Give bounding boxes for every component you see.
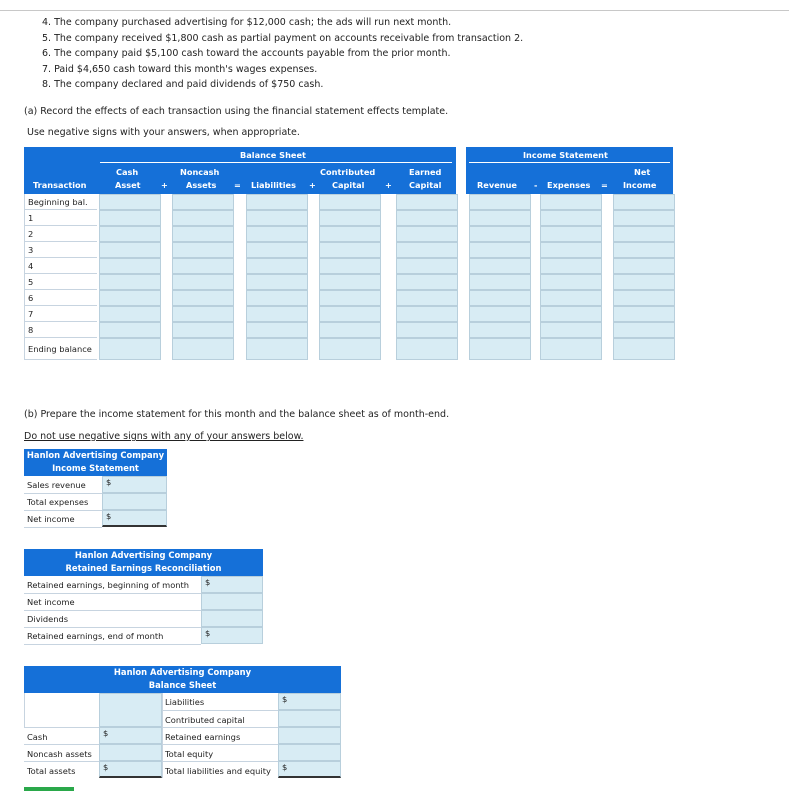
divider [162,710,278,711]
cell-net-income-row-8[interactable] [613,322,675,338]
plus-sign-3: + [385,180,392,190]
bs-noncash-input[interactable] [99,744,162,761]
part-b-note: Do not use negative signs with any of your answers below. [24,431,304,442]
cell-expenses-row-5[interactable] [540,274,602,290]
bs-contributed-label: Contributed capital [165,715,245,725]
cell-noncash-row-6[interactable] [172,290,234,306]
cell-contributed-row-5[interactable] [319,274,381,290]
cell-net-income-row-1[interactable] [613,210,675,226]
cell-revenue-row-1[interactable] [469,210,531,226]
cell-revenue-row-3[interactable] [469,242,531,258]
part-a-title: (a) Record the effects of each transaction using the financial statement effects template. [24,106,449,117]
dollar-sign: $ [106,511,112,521]
cell-liabilities-row-6[interactable] [246,290,308,306]
col-net-line2: Income [623,180,657,190]
divider [162,693,163,778]
bs-total-equity-label: Total equity [165,749,214,759]
transaction-list [42,15,523,93]
cell-cash-row-5[interactable] [99,274,161,290]
col-earned-line1: Earned [409,167,442,177]
dollar-sign: $ [282,762,288,772]
row-transaction-3: 3 [24,242,97,258]
bs-cash-label: Cash [27,732,48,742]
cell-liabilities-row-3[interactable] [246,242,308,258]
minus-sign: - [534,180,538,190]
divider [24,510,102,511]
cell-revenue-row-7[interactable] [469,306,531,322]
cell-revenue-row-6[interactable] [469,290,531,306]
row-transaction-7: 7 [24,306,97,322]
cell-net-income-row-3[interactable] [613,242,675,258]
divider [24,727,99,728]
row-transaction-1: 1 [24,210,97,226]
equals-sign-1: = [234,180,241,190]
transaction-7: 7. Paid $4,650 cash toward this month's wages expenses. [42,63,318,75]
cell-expenses-row-1[interactable] [540,210,602,226]
cell-revenue-row-9[interactable] [469,338,531,360]
bs-retained-label: Retained earnings [165,732,241,742]
dollar-sign: $ [205,628,211,638]
divider [162,744,278,745]
dollar-sign: $ [205,577,211,587]
balance-sheet-title: Balance Sheet [240,150,306,160]
transaction-4: 4. The company purchased advertising for $12,000 cash; the ads will run next month. [42,17,452,28]
bs-statement-title: Balance Sheet [148,680,217,690]
cell-cash-row-2[interactable] [99,226,161,242]
cell-liabilities-row-0[interactable] [246,194,308,210]
cell-expenses-row-6[interactable] [540,290,602,306]
cell-expenses-row-9[interactable] [540,338,602,360]
col-noncash-line2: Assets [186,180,217,190]
divider [162,761,278,762]
cell-expenses-row-2[interactable] [540,226,602,242]
cell-net-income-row-9[interactable] [613,338,675,360]
cell-earned-row-8[interactable] [396,322,458,338]
col-expenses: Expenses [547,180,591,190]
cell-earned-row-1[interactable] [396,210,458,226]
plus-sign-2: + [309,180,316,190]
col-transaction: Transaction [33,180,87,190]
cell-contributed-row-7[interactable] [319,306,381,322]
cell-cash-row-6[interactable] [99,290,161,306]
cell-revenue-row-8[interactable] [469,322,531,338]
plus-sign-1: + [161,180,168,190]
re-title-block [24,549,263,576]
col-noncash-line1: Noncash [180,167,220,177]
divider [24,593,201,594]
cell-revenue-row-2[interactable] [469,226,531,242]
bs-retained-input[interactable] [278,727,341,744]
col-liabilities: Liabilities [251,180,296,190]
is-sales-revenue-input[interactable] [102,476,167,493]
cell-cash-row-8[interactable] [99,322,161,338]
bs-liabilities-label: Liabilities [165,697,205,707]
divider [24,744,99,745]
cell-expenses-row-4[interactable] [540,258,602,274]
bs-total-assets-input[interactable] [99,761,162,778]
cell-net-income-row-5[interactable] [613,274,675,290]
cell-earned-row-7[interactable] [396,306,458,322]
cell-expenses-row-3[interactable] [540,242,602,258]
divider [24,761,99,762]
cell-noncash-row-7[interactable] [172,306,234,322]
cell-revenue-row-5[interactable] [469,274,531,290]
cell-contributed-row-8[interactable] [319,322,381,338]
balance-sheet-header [24,147,456,194]
col-net-line1: Net [634,167,651,177]
col-contributed-line1: Contributed [320,167,376,177]
top-divider [0,10,789,11]
re-beginning-input[interactable] [201,576,263,593]
part-b-title: (b) Prepare the income statement for this month and the balance sheet as of month-end. [24,409,450,420]
cell-expenses-row-7[interactable] [540,306,602,322]
cell-contributed-row-2[interactable] [319,226,381,242]
cell-earned-row-0[interactable] [396,194,458,210]
cell-contributed-row-3[interactable] [319,242,381,258]
re-company-name: Hanlon Advertising Company [74,550,213,560]
cell-revenue-row-0[interactable] [469,194,531,210]
cell-expenses-row-0[interactable] [540,194,602,210]
bs-company-name: Hanlon Advertising Company [113,667,252,677]
is-total-expenses-input[interactable] [102,493,167,510]
cell-cash-row-9[interactable] [99,338,161,360]
bs-total-equity-input[interactable] [278,744,341,761]
cell-expenses-row-8[interactable] [540,322,602,338]
re-net-income-label: Net income [27,597,75,607]
cell-earned-row-4[interactable] [396,258,458,274]
divider [24,610,201,611]
submit-button[interactable] [24,787,74,791]
cell-cash-row-3[interactable] [99,242,161,258]
cell-liabilities-row-9[interactable] [246,338,308,360]
dollar-sign: $ [106,477,112,487]
part-a-note: Use negative signs with your answers, when appropriate. [27,127,300,138]
bs-noncash-label: Noncash assets [27,749,92,759]
col-revenue: Revenue [477,180,517,190]
cell-noncash-row-9[interactable] [172,338,234,360]
cell-noncash-row-3[interactable] [172,242,234,258]
transaction-6: 6. The company paid $5,100 cash toward the accounts payable from the prior month. [42,48,451,59]
col-earned-line2: Capital [409,180,442,190]
row-ending-balance: Ending balance [24,338,97,360]
divider [162,727,278,728]
cell-liabilities-row-4[interactable] [246,258,308,274]
re-statement-title: Retained Earnings Reconciliation [65,563,222,573]
income-statement-header [466,147,673,194]
cell-cash-row-0[interactable] [99,194,161,210]
row-transaction-5: 5 [24,274,97,290]
row-transaction-6: 6 [24,290,97,306]
re-dividends-input[interactable] [201,610,263,627]
col-cash-line2: Asset [115,180,141,190]
cell-earned-row-9[interactable] [396,338,458,360]
is-total-expenses-label: Total expenses [27,497,89,507]
cell-net-income-row-2[interactable] [613,226,675,242]
bs-total-liab-equity-label: Total liabilities and equity [165,766,271,776]
dollar-sign: $ [103,728,109,738]
cell-liabilities-row-2[interactable] [246,226,308,242]
is-statement-title: Income Statement [52,463,139,473]
divider [24,644,201,645]
equals-sign-2: = [601,180,608,190]
re-net-income-input[interactable] [201,593,263,610]
cell-cash-row-4[interactable] [99,258,161,274]
is-net-income-input[interactable] [102,510,167,527]
cell-contributed-row-1[interactable] [319,210,381,226]
income-statement-title-block [24,449,167,476]
cell-revenue-row-4[interactable] [469,258,531,274]
row-transaction-2: 2 [24,226,97,242]
col-cash-line1: Cash [116,167,139,177]
cell-noncash-row-2[interactable] [172,226,234,242]
cell-noncash-row-5[interactable] [172,274,234,290]
row-transaction-8: 8 [24,322,97,338]
cell-contributed-row-0[interactable] [319,194,381,210]
is-company-name: Hanlon Advertising Company [26,450,165,460]
cell-liabilities-row-5[interactable] [246,274,308,290]
cell-net-income-row-4[interactable] [613,258,675,274]
bs-total-assets-label: Total assets [27,766,76,776]
bs-liabilities-input[interactable] [278,693,341,710]
cell-contributed-row-9[interactable] [319,338,381,360]
cell-earned-row-5[interactable] [396,274,458,290]
bs-total-liab-equity-input[interactable] [278,761,341,778]
re-beginning-label: Retained earnings, beginning of month [27,580,190,590]
cell-earned-row-6[interactable] [396,290,458,306]
cell-liabilities-row-7[interactable] [246,306,308,322]
cell-contributed-row-4[interactable] [319,258,381,274]
income-statement-title: Income Statement [523,150,608,160]
re-dividends-label: Dividends [27,614,69,624]
divider [24,527,102,528]
cell-net-income-row-6[interactable] [613,290,675,306]
transaction-5: 5. The company received $1,800 cash as partial payment on accounts receivable from transaction 2. [42,32,524,44]
cell-noncash-row-4[interactable] [172,258,234,274]
cell-noncash-row-8[interactable] [172,322,234,338]
cell-noncash-row-0[interactable] [172,194,234,210]
cell-contributed-row-6[interactable] [319,290,381,306]
dollar-sign: $ [282,694,288,704]
re-ending-input[interactable] [201,627,263,644]
bs-cash-input[interactable] [99,727,162,744]
cell-liabilities-row-8[interactable] [246,322,308,338]
divider [24,493,102,494]
cell-earned-row-3[interactable] [396,242,458,258]
cell-cash-row-1[interactable] [99,210,161,226]
divider [24,627,201,628]
cell-cash-row-7[interactable] [99,306,161,322]
cell-net-income-row-7[interactable] [613,306,675,322]
col-contributed-line2: Capital [332,180,365,190]
bs-title-block [24,666,341,693]
cell-noncash-row-1[interactable] [172,210,234,226]
row-transaction-4: 4 [24,258,97,274]
row-beginning-balance: Beginning bal. [24,194,97,210]
cell-liabilities-row-1[interactable] [246,210,308,226]
is-sales-revenue-label: Sales revenue [27,480,86,490]
dollar-sign: $ [103,762,109,772]
cell-net-income-row-0[interactable] [613,194,675,210]
bs-contributed-input[interactable] [278,710,341,727]
cell-earned-row-2[interactable] [396,226,458,242]
re-ending-label: Retained earnings, end of month [27,631,164,641]
is-net-income-label: Net income [27,514,75,524]
bs-asset-blank-input[interactable] [99,693,162,727]
transaction-8: 8. The company declared and paid dividends of $750 cash. [42,79,324,90]
